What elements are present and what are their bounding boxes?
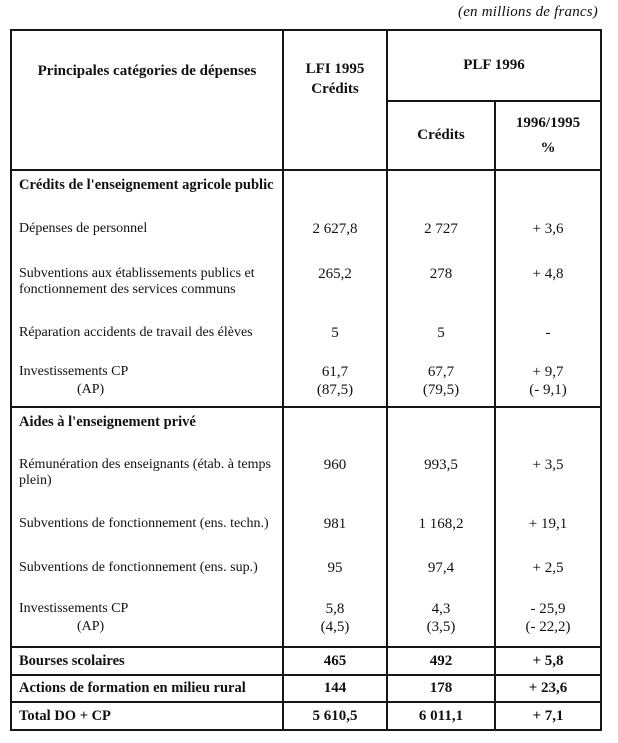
row-total-do-cp xyxy=(12,701,600,729)
header-categories xyxy=(12,31,284,169)
ratio-value: + 23,6 xyxy=(528,680,568,696)
lfi-value: 61,7 (87,5) xyxy=(316,363,354,398)
header-ratio-line2: % xyxy=(540,139,556,156)
lfi-value: 5 xyxy=(331,324,339,341)
plf-value: 67,7 (79,5) xyxy=(422,363,460,398)
plf-value: 4,3 (3,5) xyxy=(426,601,456,635)
plf-value: 492 xyxy=(388,648,496,674)
section1-title: Crédits de l'enseignement agricole public xyxy=(19,177,274,193)
row-bourses-scolaires xyxy=(12,646,600,674)
budget-table xyxy=(10,29,602,731)
plf-value: 6 011,1 xyxy=(388,703,496,729)
lfi-value: 465 xyxy=(284,648,388,674)
row-actions-formation xyxy=(12,674,600,701)
lfi-value: 960 xyxy=(323,457,347,473)
plf-value xyxy=(388,408,494,444)
row-label: Dépenses de personnel xyxy=(19,221,148,236)
row-label: Subventions de fonctionnement (ens. techn.) xyxy=(19,516,269,531)
section2-ratio-values xyxy=(496,408,600,646)
ratio-value: - xyxy=(545,324,551,341)
row-label: Bourses scolaires xyxy=(12,648,284,674)
plf-value: 178 xyxy=(388,676,496,701)
ratio-value xyxy=(496,408,600,444)
table-header xyxy=(12,31,600,171)
section2-title: Aides à l'enseignement privé xyxy=(19,414,196,430)
row-label: Investissements CP (AP) xyxy=(19,363,129,397)
ratio-value: + 19,1 xyxy=(528,515,568,532)
plf-value: 5 xyxy=(437,324,445,341)
lfi-value: 2 627,8 xyxy=(312,220,358,237)
section2-labels xyxy=(12,408,284,646)
header-plf-credits: Crédits xyxy=(388,102,496,169)
section-enseignement-agricole-public xyxy=(12,171,600,406)
row-label: Réparation accidents de travail des élèves xyxy=(19,325,253,340)
plf-value: 2 727 xyxy=(424,220,458,237)
header-lfi-line1: LFI 1995 xyxy=(305,61,365,77)
section2-lfi-values xyxy=(284,408,388,646)
plf-value: 278 xyxy=(429,266,453,282)
header-ratio xyxy=(496,102,600,169)
plf-value: 97,4 xyxy=(427,559,455,576)
lfi-value: 5,8 (4,5) xyxy=(320,601,350,635)
ratio-value: + 7,1 xyxy=(532,707,564,724)
section1-ratio-values xyxy=(496,171,600,406)
plf-value xyxy=(388,171,494,205)
section-enseignement-prive xyxy=(12,406,600,646)
ratio-value: + 3,6 xyxy=(532,220,564,237)
row-label: Subventions de fonctionnement (ens. sup.) xyxy=(19,560,258,575)
ratio-value xyxy=(496,171,600,205)
row-label: Actions de formation en milieu rural xyxy=(12,676,284,701)
header-lfi-1995 xyxy=(284,31,388,169)
row-label: Subventions aux établissements publics et fonctionnement des services communs xyxy=(19,266,255,297)
row-label: Total DO + CP xyxy=(12,703,284,729)
ratio-value: + 4,8 xyxy=(532,266,564,282)
lfi-value: 5 610,5 xyxy=(284,703,388,729)
row-label: Investissements CP (AP) xyxy=(19,601,129,634)
ratio-value: + 2,5 xyxy=(532,559,564,576)
section1-labels xyxy=(12,171,284,406)
header-plf-group xyxy=(388,31,600,169)
section2-plf-values xyxy=(388,408,496,646)
row-label: Rémunération des enseignants (étab. à temps plein) xyxy=(19,457,271,488)
lfi-value xyxy=(284,408,386,444)
lfi-value: 95 xyxy=(327,559,343,576)
lfi-value: 981 xyxy=(323,515,347,532)
ratio-value: + 3,5 xyxy=(532,457,564,473)
ratio-value: - 25,9 (- 22,2) xyxy=(525,601,571,635)
header-categories-label: Principales catégories de dépenses xyxy=(37,63,257,79)
plf-value: 1 168,2 xyxy=(418,515,464,532)
header-plf-subrow xyxy=(388,102,600,169)
unit-note: (en millions de francs) xyxy=(458,4,598,20)
header-plf-1996 xyxy=(388,31,600,102)
lfi-value: 144 xyxy=(284,676,388,701)
plf-value: 993,5 xyxy=(424,457,458,473)
ratio-value: + 5,8 xyxy=(532,652,564,669)
ratio-value: + 9,7 (- 9,1) xyxy=(529,363,567,398)
lfi-value xyxy=(284,171,386,205)
section1-lfi-values xyxy=(284,171,388,406)
lfi-value: 265,2 xyxy=(318,266,352,282)
header-ratio-line1: 1996/1995 xyxy=(515,114,581,131)
header-lfi-line2: Crédits xyxy=(311,81,359,97)
section1-plf-values xyxy=(388,171,496,406)
header-plf-label: PLF 1996 xyxy=(463,57,525,73)
